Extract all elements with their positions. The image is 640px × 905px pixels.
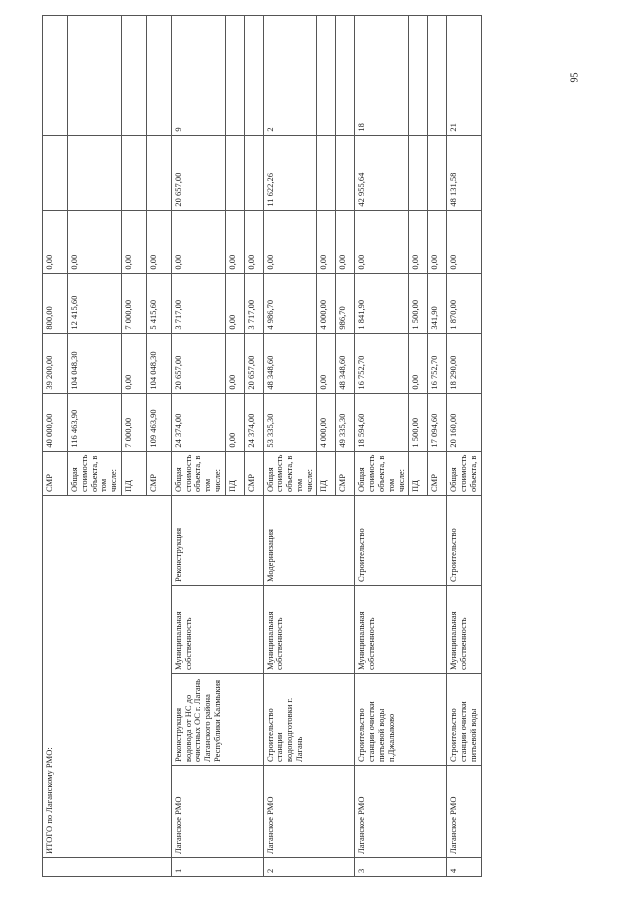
- row-kind: ПД: [121, 451, 146, 495]
- work-type-cell: Модернизация: [263, 496, 355, 586]
- object-row: [171, 15, 225, 876]
- value-cell: [225, 135, 244, 210]
- value-cell: 12 415,60: [68, 273, 122, 333]
- region-cell: Лаганское РМО: [447, 766, 481, 858]
- value-cell: 11 622,26: [263, 135, 317, 210]
- total-label: ИТОГО по Лаганскому РМО:: [43, 496, 172, 858]
- value-cell: 341,90: [428, 273, 447, 333]
- ownership-cell: Муниципальная собственность: [355, 586, 447, 674]
- row-kind: СМР: [146, 451, 171, 495]
- row-kind: Общая стоимость объекта, в том числе:: [68, 451, 122, 495]
- value-cell: 104 048,30: [146, 333, 171, 393]
- value-cell: 116 463,90: [68, 393, 122, 451]
- value-cell: 0,00: [244, 210, 263, 273]
- row-kind: Общая стоимость объекта, в том числе:: [263, 451, 317, 495]
- value-cell: [121, 15, 146, 135]
- work-type-cell: Реконструкция: [171, 496, 263, 586]
- value-cell: 0,00: [68, 210, 122, 273]
- value-cell: 48 131,58: [447, 135, 481, 210]
- value-cell: 1 500,00: [409, 393, 428, 451]
- row-kind: СМР: [336, 451, 355, 495]
- value-cell: 0,00: [447, 210, 481, 273]
- value-cell: 17 094,60: [428, 393, 447, 451]
- value-cell: 0,00: [171, 210, 225, 273]
- value-cell: 0,00: [355, 210, 409, 273]
- index-cell: 3: [355, 858, 447, 877]
- object-name-cell: Реконструкция водовода от НС до очистных ОС г. Лагань Лаганского района Республики Калмыкия: [171, 674, 263, 766]
- object-name-cell: Строительство станции очистки питьевой воды п.Джалыково: [355, 674, 447, 766]
- value-cell: 0,00: [428, 210, 447, 273]
- value-cell: 4 000,00: [317, 273, 336, 333]
- index-cell: 1: [171, 858, 263, 877]
- value-cell: 16 752,70: [428, 333, 447, 393]
- value-cell: 0,00: [409, 333, 428, 393]
- value-cell: 40 000,00: [43, 393, 68, 451]
- value-cell: 18: [355, 15, 409, 135]
- value-cell: 2: [263, 15, 317, 135]
- index-cell: 4: [447, 858, 481, 877]
- row-kind: СМР: [244, 451, 263, 495]
- value-cell: [121, 135, 146, 210]
- value-cell: 0,00: [409, 210, 428, 273]
- value-cell: [146, 135, 171, 210]
- value-cell: 18 290,00: [447, 333, 481, 393]
- work-type-cell: Строительство: [447, 496, 481, 586]
- index-cell: [43, 858, 172, 877]
- value-cell: 3 717,00: [171, 273, 225, 333]
- value-cell: 0,00: [225, 273, 244, 333]
- value-cell: 0,00: [336, 210, 355, 273]
- value-cell: 16 752,70: [355, 333, 409, 393]
- value-cell: [409, 15, 428, 135]
- value-cell: [146, 15, 171, 135]
- value-cell: 4 000,00: [317, 393, 336, 451]
- value-cell: [409, 135, 428, 210]
- value-cell: 20 657,00: [244, 333, 263, 393]
- object-row: [355, 15, 409, 876]
- value-cell: 24 374,00: [244, 393, 263, 451]
- value-cell: 0,00: [121, 210, 146, 273]
- value-cell: 0,00: [146, 210, 171, 273]
- ownership-cell: Муниципальная собственность: [171, 586, 263, 674]
- ownership-cell: Муниципальная собственность: [263, 586, 355, 674]
- value-cell: 21: [447, 15, 481, 135]
- value-cell: 48 348,60: [336, 333, 355, 393]
- index-cell: 2: [263, 858, 355, 877]
- object-name-cell: Строительство станции водоподготовки г. Лагань: [263, 674, 355, 766]
- value-cell: 0,00: [225, 210, 244, 273]
- region-cell: Лаганское РМО: [171, 766, 263, 858]
- value-cell: 53 335,30: [263, 393, 317, 451]
- row-kind: Общая стоимость объекта, в: [447, 451, 481, 495]
- value-cell: 3 717,00: [244, 273, 263, 333]
- value-cell: [68, 135, 122, 210]
- row-kind: ПД: [225, 451, 244, 495]
- value-cell: 18 594,60: [355, 393, 409, 451]
- row-kind: Общая стоимость объекта, в том числе:: [355, 451, 409, 495]
- value-cell: 0,00: [225, 393, 244, 451]
- value-cell: [244, 135, 263, 210]
- value-cell: [317, 15, 336, 135]
- value-cell: 1 870,00: [447, 273, 481, 333]
- value-cell: [428, 135, 447, 210]
- total-row: [43, 15, 68, 876]
- value-cell: [225, 15, 244, 135]
- value-cell: 0,00: [263, 210, 317, 273]
- region-cell: Лаганское РМО: [355, 766, 447, 858]
- row-kind: СМР: [43, 451, 68, 495]
- value-cell: [244, 15, 263, 135]
- row-kind: Общая стоимость объекта, в том числе:: [171, 451, 225, 495]
- value-cell: 39 200,00: [43, 333, 68, 393]
- value-cell: 0,00: [317, 333, 336, 393]
- value-cell: 24 374,00: [171, 393, 225, 451]
- value-cell: 20 160,00: [447, 393, 481, 451]
- value-cell: [68, 15, 122, 135]
- value-cell: 7 000,00: [121, 393, 146, 451]
- value-cell: [43, 15, 68, 135]
- value-cell: 800,00: [43, 273, 68, 333]
- value-cell: 7 000,00: [121, 273, 146, 333]
- value-cell: 1 500,00: [409, 273, 428, 333]
- value-cell: 5 415,60: [146, 273, 171, 333]
- object-row: [263, 15, 317, 876]
- value-cell: 49 335,30: [336, 393, 355, 451]
- value-cell: 109 463,90: [146, 393, 171, 451]
- value-cell: 1 841,90: [355, 273, 409, 333]
- investment-table: [42, 15, 482, 877]
- page-number: 95: [569, 72, 581, 83]
- object-row: [447, 15, 481, 876]
- value-cell: 986,70: [336, 273, 355, 333]
- value-cell: 42 955,64: [355, 135, 409, 210]
- value-cell: [336, 15, 355, 135]
- value-cell: 0,00: [317, 210, 336, 273]
- table-body: [43, 15, 482, 876]
- value-cell: 0,00: [43, 210, 68, 273]
- value-cell: 20 657,00: [171, 333, 225, 393]
- work-type-cell: Строительство: [355, 496, 447, 586]
- row-kind: СМР: [428, 451, 447, 495]
- value-cell: [336, 135, 355, 210]
- row-kind: ПД: [317, 451, 336, 495]
- value-cell: 104 048,30: [68, 333, 122, 393]
- row-kind: ПД: [409, 451, 428, 495]
- value-cell: 48 348,60: [263, 333, 317, 393]
- value-cell: [428, 15, 447, 135]
- value-cell: 4 986,70: [263, 273, 317, 333]
- value-cell: 0,00: [121, 333, 146, 393]
- object-name-cell: Строительство станции очистки питьевой воды: [447, 674, 481, 766]
- value-cell: 0,00: [225, 333, 244, 393]
- region-cell: Лаганское РМО: [263, 766, 355, 858]
- value-cell: 20 657,00: [171, 135, 225, 210]
- value-cell: 9: [171, 15, 225, 135]
- value-cell: [317, 135, 336, 210]
- ownership-cell: Муниципальная собственность: [447, 586, 481, 674]
- value-cell: [43, 135, 68, 210]
